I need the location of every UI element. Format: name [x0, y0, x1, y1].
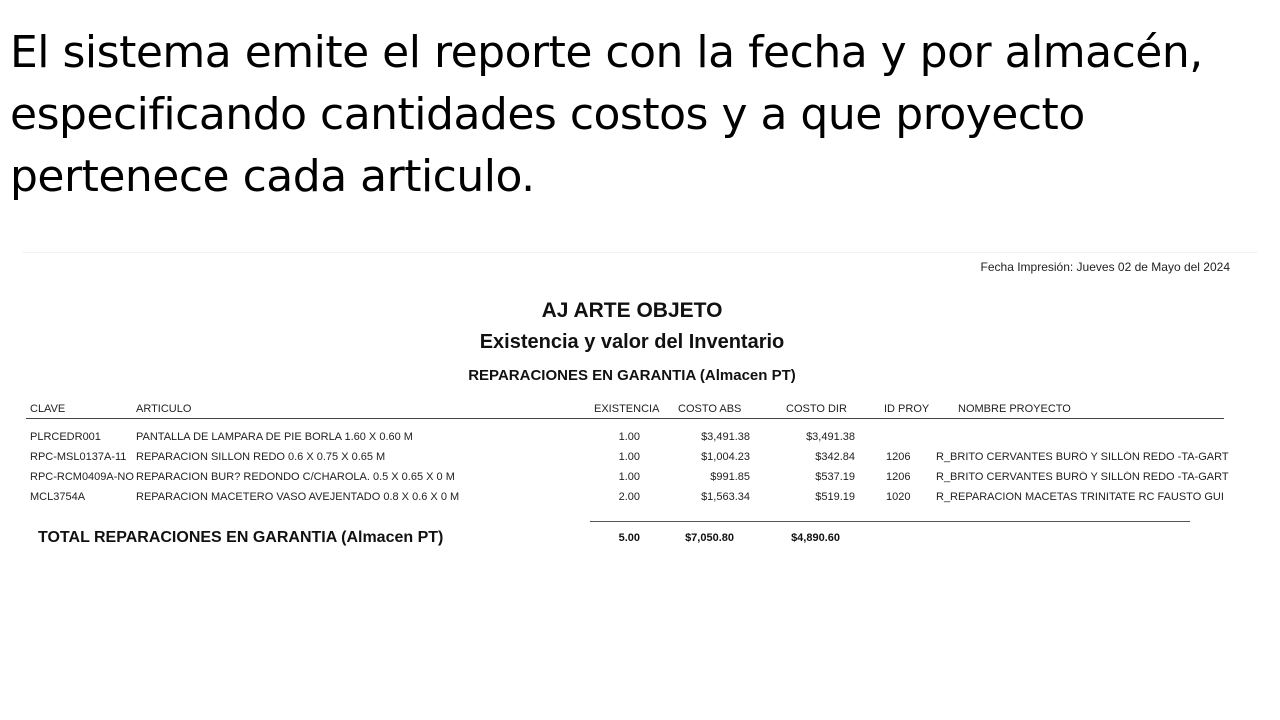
cell-clave: RPC-MSL0137A-11 — [30, 451, 127, 463]
header-existencia: EXISTENCIA — [594, 403, 660, 415]
slide-title: El sistema emite el reporte con la fecha y por almacén, especificando cantidades costos y a que proyecto pertenece cada articulo. — [10, 27, 1203, 202]
report-subtitle: Existencia y valor del Inventario — [479, 331, 785, 353]
table-row — [22, 431, 1258, 449]
cell-existencia: 1.00 — [618, 471, 640, 483]
cell-nombre-proyecto: R_REPARACION MACETAS TRINITATE RC FAUSTO GUI — [936, 491, 1224, 503]
cell-articulo: PANTALLA DE LAMPARA DE PIE BORLA 1.60 X 0.60 M — [136, 431, 413, 443]
cell-costo-abs: $1,563.34 — [701, 491, 750, 503]
total-divider — [590, 521, 1190, 522]
cell-id-proy: 1020 — [886, 491, 911, 503]
total-existencia: 5.00 — [618, 532, 640, 544]
cell-id-proy: 1206 — [886, 451, 911, 463]
header-id-proy: ID PROY — [884, 403, 930, 415]
header-articulo: ARTICULO — [136, 403, 192, 415]
cell-costo-dir: $537.19 — [815, 471, 855, 483]
cell-existencia: 1.00 — [618, 451, 640, 463]
total-costo-dir: $4,890.60 — [791, 532, 840, 544]
cell-costo-abs: $3,491.38 — [701, 431, 750, 443]
cell-nombre-proyecto: R_BRITO CERVANTES BURÓ Y SILLÓN REDO -TA-GART — [936, 451, 1229, 463]
table-row — [22, 491, 1258, 509]
cell-costo-dir: $342.84 — [815, 451, 855, 463]
total-costo-abs: $7,050.80 — [685, 532, 734, 544]
cell-clave: MCL3754A — [30, 491, 86, 503]
cell-nombre-proyecto: R_BRITO CERVANTES BURÓ Y SILLÓN REDO -TA-GART — [936, 471, 1229, 483]
header-nombre-proyecto: NOMBRE PROYECTO — [958, 403, 1071, 415]
cell-articulo: REPARACION SILLON REDO 0.6 X 0.75 X 0.65 M — [136, 451, 386, 463]
cell-existencia: 1.00 — [618, 431, 640, 443]
cell-costo-dir: $3,491.38 — [806, 431, 855, 443]
cell-id-proy: 1206 — [886, 471, 911, 483]
inventory-report — [22, 252, 1258, 559]
cell-costo-dir: $519.19 — [815, 491, 855, 503]
print-date: Fecha Impresión: Jueves 02 de Mayo del 2024 — [980, 260, 1230, 274]
header-costo-dir: COSTO DIR — [786, 403, 847, 415]
cell-costo-abs: $991.85 — [710, 471, 750, 483]
warehouse-name: REPARACIONES EN GARANTIA (Almacen PT) — [468, 367, 796, 384]
company-name: AJ ARTE OBJETO — [541, 299, 723, 322]
cell-existencia: 2.00 — [618, 491, 640, 503]
cell-clave: RPC-RCM0409A-NO — [30, 471, 134, 483]
cell-articulo: REPARACION MACETERO VASO AVEJENTADO 0.8 X 0.6 X 0 M — [136, 491, 460, 503]
table-row — [22, 451, 1258, 469]
cell-costo-abs: $1,004.23 — [701, 451, 750, 463]
cell-clave: PLRCEDR001 — [30, 431, 101, 443]
cell-articulo: REPARACION BUR? REDONDO C/CHAROLA. 0.5 X 0.65 X 0 M — [136, 471, 455, 483]
header-divider — [26, 418, 1224, 419]
header-clave: CLAVE — [30, 403, 66, 415]
header-costo-abs: COSTO ABS — [678, 403, 742, 415]
table-row — [22, 471, 1258, 489]
total-label: TOTAL REPARACIONES EN GARANTIA (Almacen PT) — [38, 529, 444, 546]
